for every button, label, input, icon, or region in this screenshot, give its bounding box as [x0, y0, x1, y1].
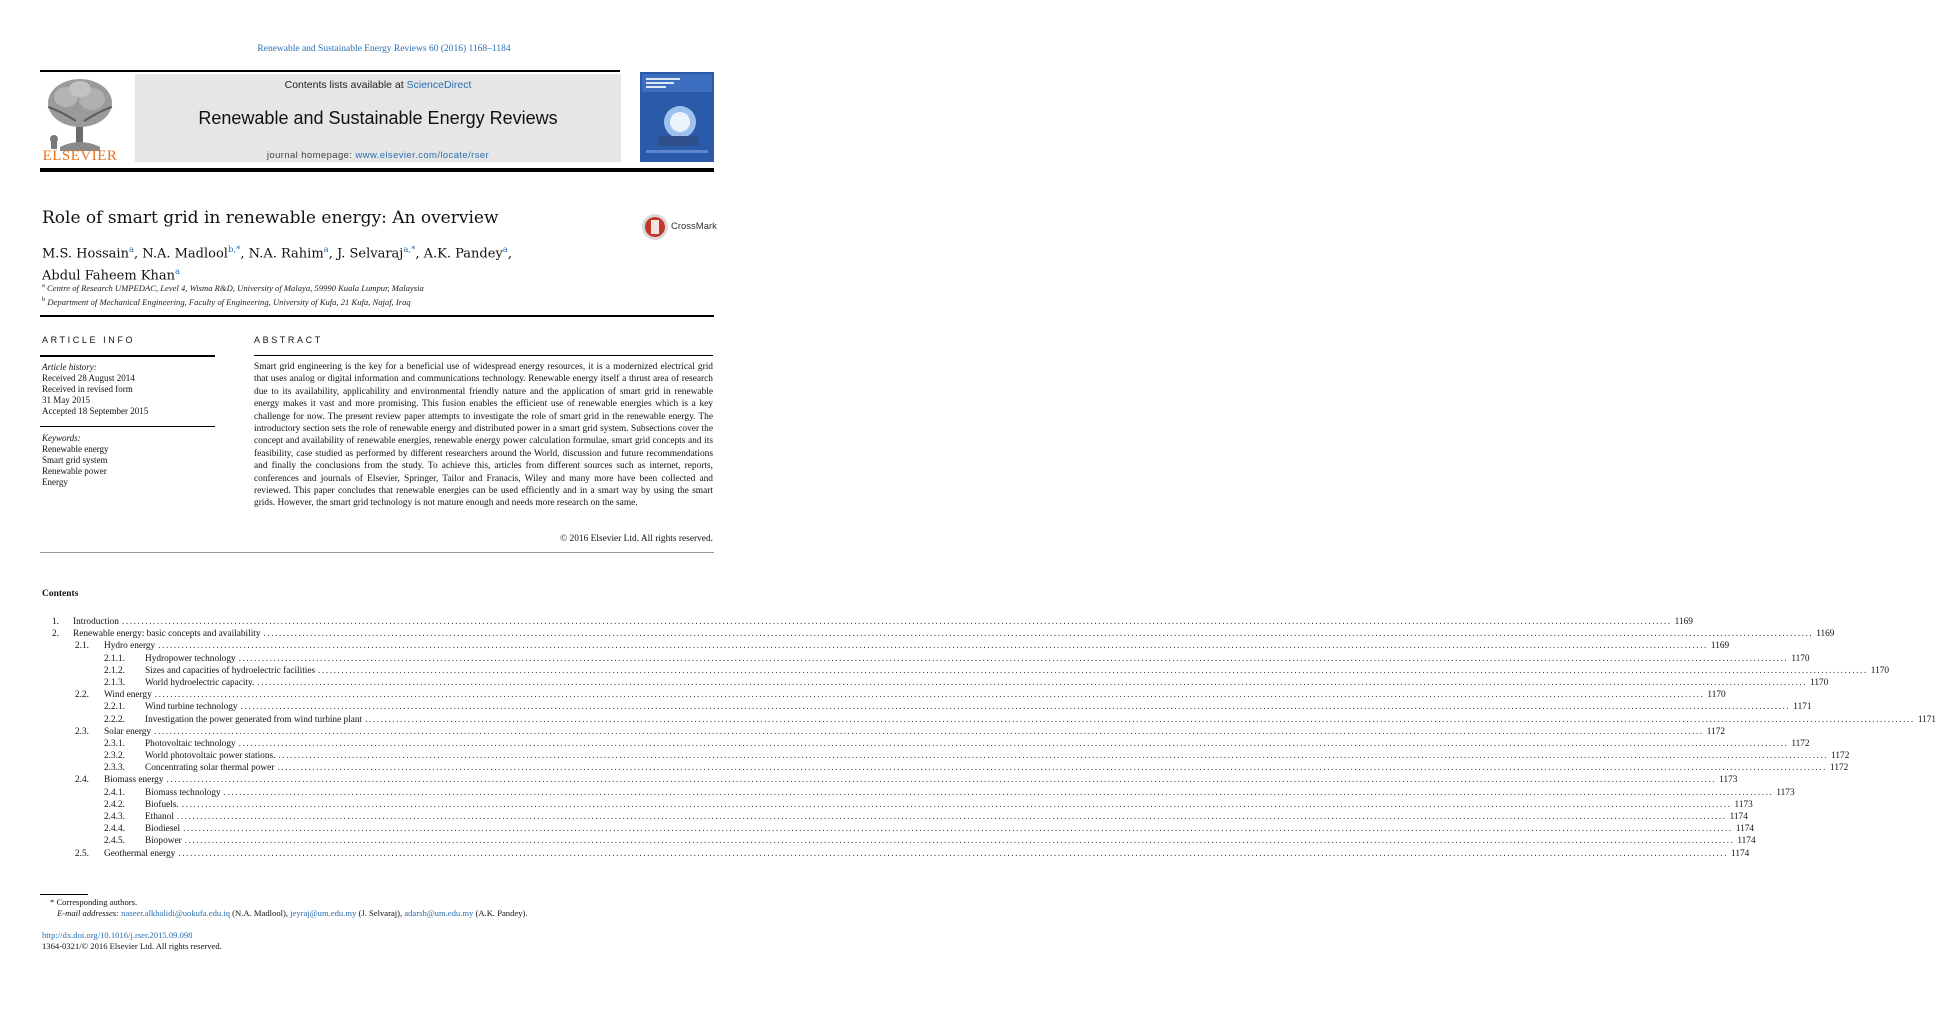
- section-divider: [40, 315, 714, 317]
- toc-title[interactable]: World photovoltaic power stations.: [145, 750, 278, 762]
- doi-link[interactable]: http://dx.doi.org/10.1016/j.rser.2015.09.098: [42, 930, 193, 940]
- toc-title[interactable]: Investigation the power generated from wind turbine plant: [145, 714, 365, 726]
- toc-page[interactable]: 1172: [1704, 726, 1725, 738]
- history-item: 31 May 2015: [42, 395, 90, 405]
- toc-leader: ................................................................................................................................................................................................................................................................................................................................................................................................................: [238, 653, 1789, 664]
- toc-page[interactable]: 1171: [1790, 701, 1811, 713]
- toc-page[interactable]: 1169: [1813, 628, 1834, 640]
- homepage-label: journal homepage:: [266, 150, 353, 161]
- toc-page[interactable]: 1169: [1708, 640, 1729, 652]
- toc-leader: ................................................................................................................................................................................................................................................................................................................................................................................................................: [154, 690, 1705, 701]
- header-bottom-rule: [40, 168, 714, 172]
- history-item: Received 28 August 2014: [42, 373, 135, 383]
- author-affiliation-marker[interactable]: a: [175, 267, 181, 278]
- author-separator: ,: [240, 246, 249, 262]
- toc-entry[interactable]: [42, 799, 1753, 811]
- email-link[interactable]: naseer.alkhalidi@uokufa.edu.iq: [121, 908, 230, 918]
- toc-number: 2.3.2.: [104, 751, 125, 762]
- toc-entry[interactable]: [42, 677, 1829, 689]
- author-affiliation-marker[interactable]: a,*: [403, 245, 416, 255]
- keyword-item: Smart grid system: [42, 455, 108, 465]
- email-owner: (A.K. Pandey).: [475, 908, 528, 918]
- toc-number: 2.4.1.: [104, 787, 125, 798]
- email-link[interactable]: adarsh@um.edu.my: [404, 908, 474, 918]
- keywords-rule: [40, 426, 215, 427]
- abstract-rule: [254, 355, 713, 356]
- affiliation-b: $^b$ Department of Mechanical Engineering, Faculty of Engineering, University of Kufa, 21 Kufa, Najaf, Iraq: [42, 295, 411, 307]
- author-name[interactable]: M.S. Hossain: [42, 246, 129, 262]
- toc-page[interactable]: 1173: [1732, 799, 1753, 811]
- toc-number: 2.1.: [75, 641, 89, 652]
- toc-entry[interactable]: [42, 628, 1835, 640]
- toc-number: 2.4.2.: [104, 799, 125, 810]
- toc-entry[interactable]: [42, 616, 1693, 628]
- toc-entry[interactable]: [42, 653, 1810, 665]
- keyword-item: Energy: [42, 477, 68, 487]
- toc-leader: ................................................................................................................................................................................................................................................................................................................................................................................................................: [158, 641, 1708, 652]
- toc-title[interactable]: World hydroelectric capacity.: [145, 677, 257, 689]
- contents-availability: [135, 79, 621, 91]
- table-of-contents: [42, 616, 1936, 860]
- toc-page[interactable]: 1171: [1915, 714, 1936, 726]
- history-item: Accepted 18 September 2015: [42, 406, 149, 416]
- toc-title[interactable]: Solar energy: [104, 726, 154, 738]
- toc-page[interactable]: 1172: [1828, 750, 1849, 762]
- toc-title[interactable]: Geothermal energy: [104, 848, 178, 860]
- journal-citation[interactable]: Renewable and Sustainable Energy Reviews 60 (2016) 1168–1184: [257, 44, 511, 54]
- toc-leader: ................................................................................................................................................................................................................................................................................................................................................................................................................: [154, 726, 1704, 737]
- toc-leader: ................................................................................................................................................................................................................................................................................................................................................................................................................: [365, 714, 1915, 725]
- author-separator: ,: [415, 246, 424, 262]
- journal-header-box: [135, 74, 621, 162]
- email-owner: (J. Selvaraj),: [358, 908, 403, 918]
- author-name[interactable]: N.A. Rahim: [248, 246, 324, 262]
- issn-line: 1364-0321/© 2016 Elsevier Ltd. All rights reserved.: [42, 941, 222, 951]
- article-info-rule: [40, 355, 215, 357]
- toc-title[interactable]: Hydropower technology: [145, 653, 239, 665]
- toc-title[interactable]: Photovoltaic technology: [145, 738, 239, 750]
- toc-leader: ................................................................................................................................................................................................................................................................................................................................................................................................................: [178, 848, 1729, 859]
- article-info-heading: ARTICLE INFO: [42, 335, 136, 345]
- article-title: Role of smart grid in renewable energy: An overview: [42, 208, 499, 228]
- elsevier-wordmark: ELSEVIER: [42, 148, 118, 164]
- toc-page[interactable]: 1174: [1733, 823, 1754, 835]
- homepage-link[interactable]: www.elsevier.com/locate/rser: [355, 150, 490, 161]
- toc-page[interactable]: 1174: [1728, 848, 1749, 860]
- email-label: E-mail addresses:: [57, 908, 119, 918]
- toc-page[interactable]: 1172: [1788, 738, 1809, 750]
- toc-page[interactable]: 1174: [1734, 835, 1755, 847]
- sciencedirect-link[interactable]: ScienceDirect: [406, 79, 472, 91]
- toc-number: 2.1.3.: [104, 677, 125, 688]
- toc-entry[interactable]: [42, 762, 1849, 774]
- email-owner: (N.A. Madlool),: [232, 908, 289, 918]
- toc-page[interactable]: 1174: [1727, 811, 1748, 823]
- keywords-label: Keywords:: [42, 433, 81, 443]
- author-name[interactable]: A.K. Pandey: [423, 246, 503, 262]
- toc-title[interactable]: Renewable energy: basic concepts and availability: [73, 628, 264, 640]
- toc-number: 2.2.: [75, 690, 89, 701]
- contents-heading: Contents: [42, 589, 79, 599]
- toc-number: 2.4.4.: [104, 824, 125, 835]
- keywords: [42, 433, 109, 488]
- toc-entry[interactable]: [42, 774, 1738, 786]
- toc-title[interactable]: Hydro energy: [104, 640, 158, 652]
- toc-page[interactable]: 1169: [1672, 616, 1693, 628]
- toc-entry[interactable]: [42, 714, 1936, 726]
- toc-entry[interactable]: [42, 787, 1795, 799]
- toc-title[interactable]: Biodiesel: [145, 823, 183, 835]
- toc-number: 2.1.1.: [104, 653, 125, 664]
- toc-title[interactable]: Biomass energy: [104, 774, 166, 786]
- toc-entry[interactable]: [42, 665, 1890, 677]
- author-name[interactable]: N.A. Madlool: [142, 246, 228, 262]
- toc-entry[interactable]: [42, 848, 1750, 860]
- toc-title[interactable]: Ethanol: [145, 811, 177, 823]
- toc-entry[interactable]: [42, 701, 1812, 713]
- toc-page[interactable]: 1173: [1716, 774, 1737, 786]
- toc-leader: ................................................................................................................................................................................................................................................................................................................................................................................................................: [176, 812, 1727, 822]
- journal-title: Renewable and Sustainable Energy Reviews: [198, 108, 558, 128]
- affiliation-a: $^a$ Centre of Research UMPEDAC, Level 4, Wisma R&D, University of Malaya, 59990 Kuala Lumpur, Malaysia: [42, 282, 424, 293]
- toc-page[interactable]: 1170: [1704, 689, 1725, 701]
- toc-entry[interactable]: [42, 823, 1755, 835]
- abstract-copyright: © 2016 Elsevier Ltd. All rights reserved.: [560, 534, 713, 544]
- toc-number: 2.3.3.: [104, 763, 125, 774]
- toc-number: 2.4.5.: [104, 836, 125, 847]
- toc-entry[interactable]: [42, 811, 1748, 823]
- toc-entry[interactable]: [42, 726, 1726, 738]
- toc-number: 2.2.1.: [104, 702, 125, 713]
- toc-leader: ................................................................................................................................................................................................................................................................................................................................................................................................................: [184, 836, 1735, 847]
- toc-title[interactable]: Wind energy: [104, 689, 155, 701]
- toc-leader: ................................................................................................................................................................................................................................................................................................................................................................................................................: [278, 751, 1829, 762]
- author-separator: ,: [328, 246, 338, 262]
- keyword-item: Renewable energy: [42, 444, 109, 454]
- toc-title[interactable]: Biopower: [145, 835, 185, 847]
- footnote-rule: [40, 894, 88, 895]
- toc-number: 1.: [52, 617, 59, 627]
- corresponding-note: * Corresponding authors.: [50, 897, 138, 907]
- crossmark-label[interactable]: CrossMark: [671, 221, 717, 232]
- contents-divider: [40, 552, 714, 553]
- toc-number: 2.: [52, 629, 59, 640]
- author-affiliation-marker[interactable]: a: [128, 245, 135, 255]
- toc-leader: ................................................................................................................................................................................................................................................................................................................................................................................................................: [166, 775, 1717, 786]
- toc-number: 2.2.2.: [104, 714, 125, 725]
- article-history: [42, 362, 148, 417]
- author-line-1: [42, 241, 602, 263]
- author-separator: ,: [507, 246, 513, 262]
- toc-number: 2.1.2.: [104, 665, 125, 676]
- toc-leader: ................................................................................................................................................................................................................................................................................................................................................................................................................: [223, 787, 1774, 798]
- abstract-text: Smart grid engineering is the key for a beneficial use of widespread energy resources, it is a modernized electrical grid that uses analog or digital information and communications technology. Renewable energy itself a thrust area of research due to its availability, applicability and environmental friendly nature and the application of smart grid in renewable energy makes it vast and more promising. This fusion enables the efficient use of renewable energies which is a key challenge for now. The present review paper attempts to investigate the role of smart grid in the renewable energy. The introductory section sets the role of renewable energy and distributed power in a smart grid system. Subsections cover the concept and availability of renewable energies, renewable energy power calculation formulae, smart grid concepts and its feasibility, case studied as performed by different researchers around the World, discussion and future recommendations and finally the conclusions from the study. To achieve this, articles from different sources such as internet, reports, conferences and journals of Elsevier, Springer, Tailor and Franacis, Wiley and many more have been collected and reviewed. This paper concludes that renewable energies can be used efficiently and in a smart way by using the smart grids. However, the smart grid technology is not mature enough and needs more research on the same.: [254, 362, 713, 509]
- toc-title[interactable]: Sizes and capacities of hydroelectric facilities: [145, 665, 318, 677]
- toc-title[interactable]: Introduction: [73, 616, 122, 628]
- toc-entry[interactable]: [42, 640, 1730, 652]
- keyword-item: Renewable power: [42, 466, 107, 476]
- toc-number: 2.3.: [75, 726, 89, 737]
- history-label: Article history:: [42, 362, 97, 372]
- journal-homepage: [135, 150, 621, 161]
- affiliations: [42, 280, 424, 308]
- toc-entry[interactable]: [42, 750, 1850, 762]
- toc-entry[interactable]: [42, 835, 1756, 847]
- contents-text: Contents lists available at: [284, 79, 404, 91]
- journal-cover-image[interactable]: [640, 72, 714, 162]
- toc-leader: ................................................................................................................................................................................................................................................................................................................................................................................................................: [257, 677, 1808, 688]
- author-affiliation-marker[interactable]: a: [502, 245, 508, 255]
- toc-entry[interactable]: [42, 738, 1810, 750]
- author-affiliation-marker[interactable]: b,*: [227, 245, 241, 255]
- author-name[interactable]: J. Selvaraj: [337, 246, 404, 262]
- header-top-rule: [40, 70, 620, 72]
- toc-number: 2.3.1.: [104, 738, 125, 749]
- author-name[interactable]: Abdul Faheem Khan: [42, 268, 176, 284]
- email-link[interactable]: jeyraj@um.edu.my: [290, 908, 357, 918]
- toc-leader: ................................................................................................................................................................................................................................................................................................................................................................................................................: [277, 763, 1828, 774]
- toc-leader: ................................................................................................................................................................................................................................................................................................................................................................................................................: [318, 665, 1868, 676]
- author-list: [42, 241, 602, 286]
- toc-title[interactable]: Biofuels.: [145, 799, 182, 811]
- toc-page[interactable]: 1170: [1868, 665, 1889, 677]
- toc-page[interactable]: 1170: [1788, 653, 1809, 665]
- toc-leader: ................................................................................................................................................................................................................................................................................................................................................................................................................: [183, 824, 1733, 835]
- toc-title[interactable]: Wind turbine technology: [145, 701, 241, 713]
- toc-number: 2.4.3.: [104, 812, 125, 822]
- toc-entry[interactable]: [42, 689, 1726, 701]
- toc-page[interactable]: 1173: [1773, 787, 1794, 799]
- history-item: Received in revised form: [42, 384, 133, 394]
- author-separator: ,: [134, 246, 143, 262]
- toc-leader: ................................................................................................................................................................................................................................................................................................................................................................................................................: [240, 702, 1791, 713]
- toc-page[interactable]: 1172: [1827, 762, 1848, 774]
- toc-leader: ................................................................................................................................................................................................................................................................................................................................................................................................................: [263, 629, 1814, 640]
- abstract-heading: ABSTRACT: [254, 335, 323, 345]
- toc-leader: ................................................................................................................................................................................................................................................................................................................................................................................................................: [238, 738, 1789, 749]
- toc-leader: ................................................................................................................................................................................................................................................................................................................................................................................................................: [121, 617, 1672, 627]
- toc-leader: ................................................................................................................................................................................................................................................................................................................................................................................................................: [181, 799, 1732, 810]
- email-addresses: [57, 908, 528, 919]
- toc-page[interactable]: 1170: [1807, 677, 1828, 689]
- toc-number: 2.5.: [75, 848, 89, 859]
- toc-number: 2.4.: [75, 775, 89, 786]
- toc-title[interactable]: Biomass technology: [145, 787, 224, 799]
- toc-title[interactable]: Concentrating solar thermal power: [145, 762, 277, 774]
- author-affiliation-marker[interactable]: a: [323, 245, 329, 255]
